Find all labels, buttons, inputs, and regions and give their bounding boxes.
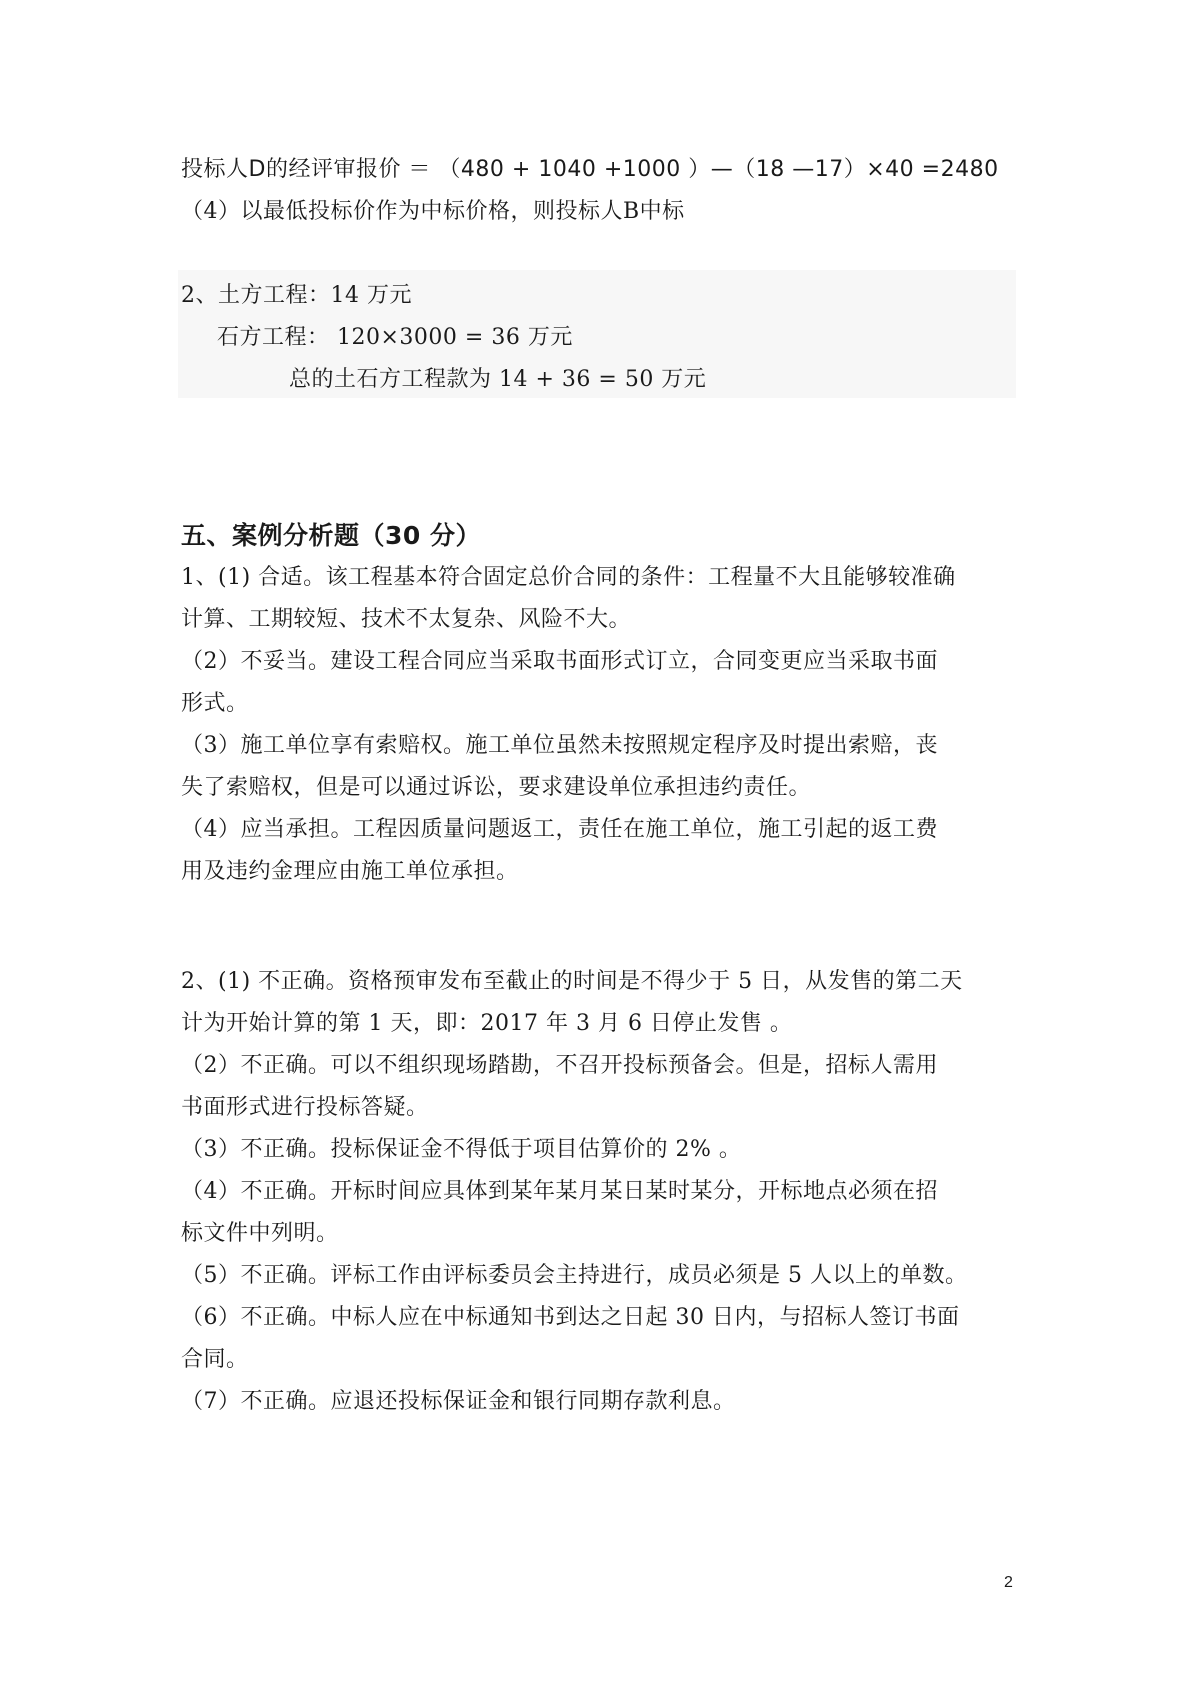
q2-line-9: （6）不正确。中标人应在中标通知书到达之日起 30 日内，与招标人签订书面 [181,1305,960,1330]
page-number: 2 [1004,1574,1013,1591]
total-earth-stone-line: 总的土石方工程款为 14 + 36 = 50 万元 [289,367,707,392]
q2-line-10: 合同。 [181,1347,249,1372]
q1-line-5: （3）施工单位享有索赔权。施工单位虽然未按照规定程序及时提出索赔，丧 [181,733,938,758]
bidder-d-calculation: 投标人D的经评审报价 ＝ （480 + 1040 +1000 ）—（18 —17）×40 =2480 [181,157,999,182]
section-five-title: 五、案例分析题（30 分） [181,521,481,550]
q1-line-1: 1、(1) 合适。该工程基本符合固定总价合同的条件：工程量不大且能够较准确 [181,565,956,590]
lowest-bid-conclusion: （4）以最低投标价作为中标价格，则投标人B中标 [181,199,685,224]
q1-line-2: 计算、工期较短、技术不太复杂、风险不大。 [181,607,632,632]
q2-line-8: （5）不正确。评标工作由评标委员会主持进行，成员必须是 5 人以上的单数。 [181,1263,968,1288]
q2-line-5: （3）不正确。投标保证金不得低于项目估算价的 2% 。 [181,1137,742,1162]
q1-line-6: 失了索赔权，但是可以通过诉讼，要求建设单位承担违约责任。 [181,775,812,800]
q2-line-6: （4）不正确。开标时间应具体到某年某月某日某时某分，开标地点必须在招 [181,1179,938,1204]
stonework-line: 石方工程： 120×3000 = 36 万元 [217,325,573,350]
q2-line-3: （2）不正确。可以不组织现场踏勘，不召开投标预备会。但是，招标人需用 [181,1053,938,1078]
q1-line-8: 用及违约金理应由施工单位承担。 [181,859,519,884]
q1-line-4: 形式。 [181,691,249,716]
q2-line-2: 计为开始计算的第 1 天，即：2017 年 3 月 6 日停止发售 。 [181,1011,793,1036]
q2-line-7: 标文件中列明。 [181,1221,339,1246]
q2-line-11: （7）不正确。应退还投标保证金和银行同期存款利息。 [181,1389,736,1414]
q1-line-7: （4）应当承担。工程因质量问题返工，责任在施工单位，施工引起的返工费 [181,817,938,842]
q1-line-3: （2）不妥当。建设工程合同应当采取书面形式订立，合同变更应当采取书面 [181,649,938,674]
q2-line-1: 2、(1) 不正确。资格预审发布至截止的时间是不得少于 5 日，从发售的第二天 [181,969,963,994]
q2-line-4: 书面形式进行投标答疑。 [181,1095,429,1120]
earthwork-line: 2、土方工程：14 万元 [181,283,412,308]
